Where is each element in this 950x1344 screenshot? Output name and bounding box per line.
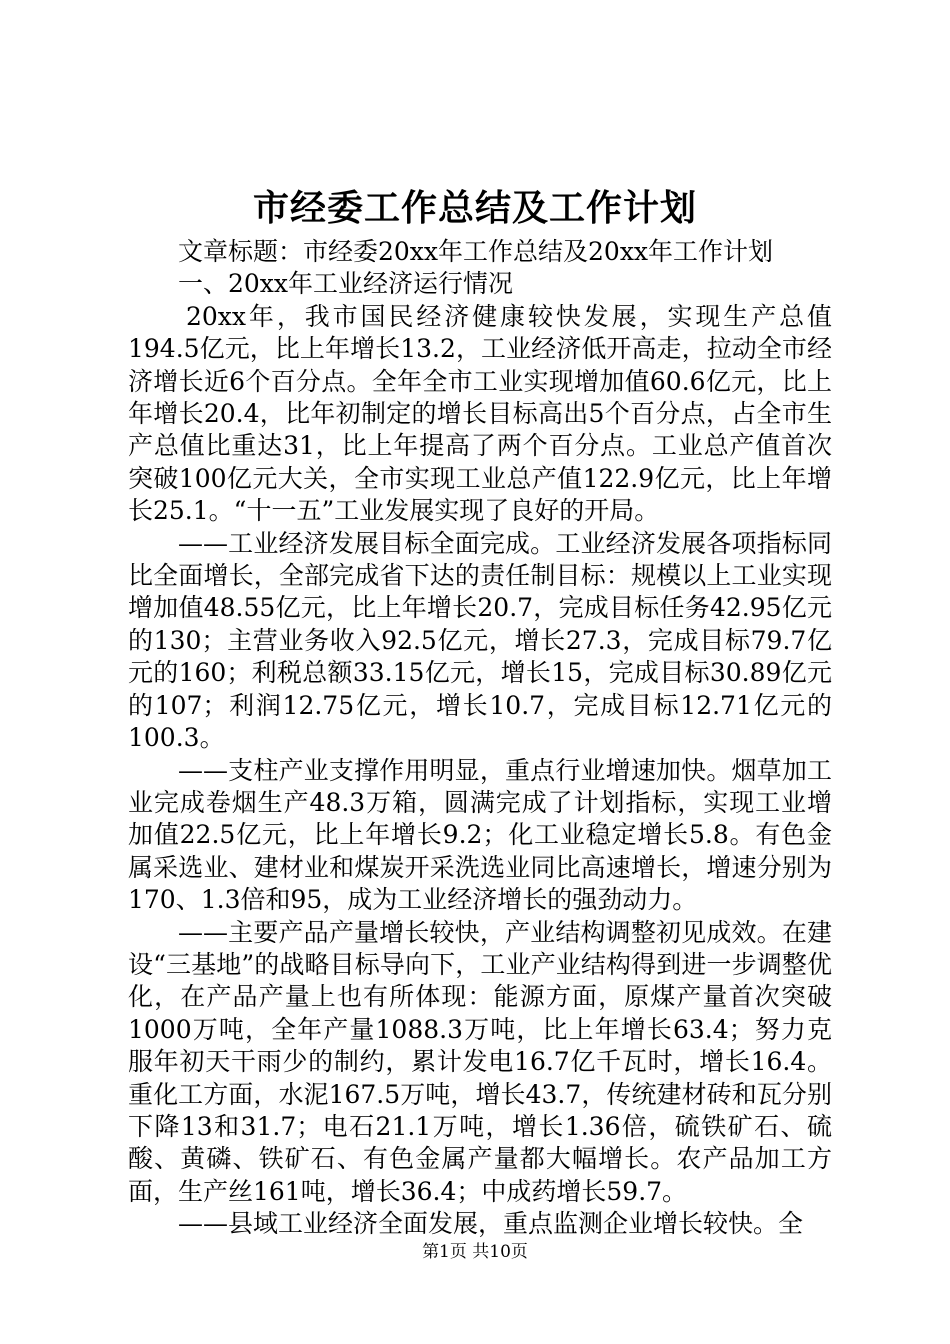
document-title: 市经委工作总结及工作计划 (252, 187, 697, 229)
body-paragraph: ——县域工业经济全面发展，重点监测企业增长较快。全 (178, 1209, 804, 1239)
body-paragraph: ——主要产品产量增长较快，产业结构调整初见成效。在建设“三基地”的战略目标导向下，工业产业结构得到进一步调整优化，在产品产量上也有所体现：能源方面，原煤产量首次突破1000万吨，全年产量1088.3万吨，比上年增长63.4；努力克服年初天干雨少的制约，累计发电16.7亿千瓦时，增长16.4。重化工方面，水泥167.5万吨，增长43.7，传统建材砖和瓦分别下降13和31.7；电石21.1万吨，增长1.36倍，硫铁矿石、硫酸、黄磷、铁矿石、有色金属产量都大幅增长。农产品加工方面，生产丝161吨，增长36.4；中成药增长59.7。 (128, 917, 832, 1206)
body-paragraph: 20xx年，我市国民经济健康较快发展，实现生产总值194.5亿元，比上年增长13.2，工业经济低开高走，拉动全市经济增长近6个百分点。全年全市工业实现增加值60.6亿元，比上年增长20.4，比年初制定的增长目标高出5个百分点，占全市生产总值比重达31，比上年提高了两个百分点。工业总产值首次突破100亿元大关，全市实现工业总产值122.9亿元，比上年增长25.1。“十一五”工业发展实现了良好的开局。 (128, 301, 832, 526)
body-paragraph: ——支柱产业支撑作用明显，重点行业增速加快。烟草加工业完成卷烟生产48.3万箱，圆满完成了计划指标，实现工业增加值22.5亿元，比上年增长9.2；化工业稳定增长5.8。有色金属采选业、建材业和煤炭开采洗选业同比高速增长，增速分别为170、1.3倍和95，成为工业经济增长的强劲动力。 (128, 755, 832, 915)
section-heading: 一、20xx年工业经济运行情况 (178, 269, 514, 299)
article-title-line: 文章标题：市经委20xx年工作总结及20xx年工作计划 (178, 237, 774, 266)
document-body (128, 236, 832, 1241)
page-number-footer: 第1页 共10页 (422, 1242, 528, 1262)
body-paragraph: ——工业经济发展目标全面完成。工业经济发展各项指标同比全面增长，全部完成省下达的责任制目标：规模以上工业实现增加值48.55亿元，比上年增长20.7，完成目标任务42.95亿元的130；主营业务收入92.5亿元，增长27.3，完成目标79.7亿元的160；利税总额33.15亿元，增长15，完成目标30.89亿元的107；利润12.75亿元，增长10.7，完成目标12.71亿元的100.3。 (128, 528, 832, 753)
